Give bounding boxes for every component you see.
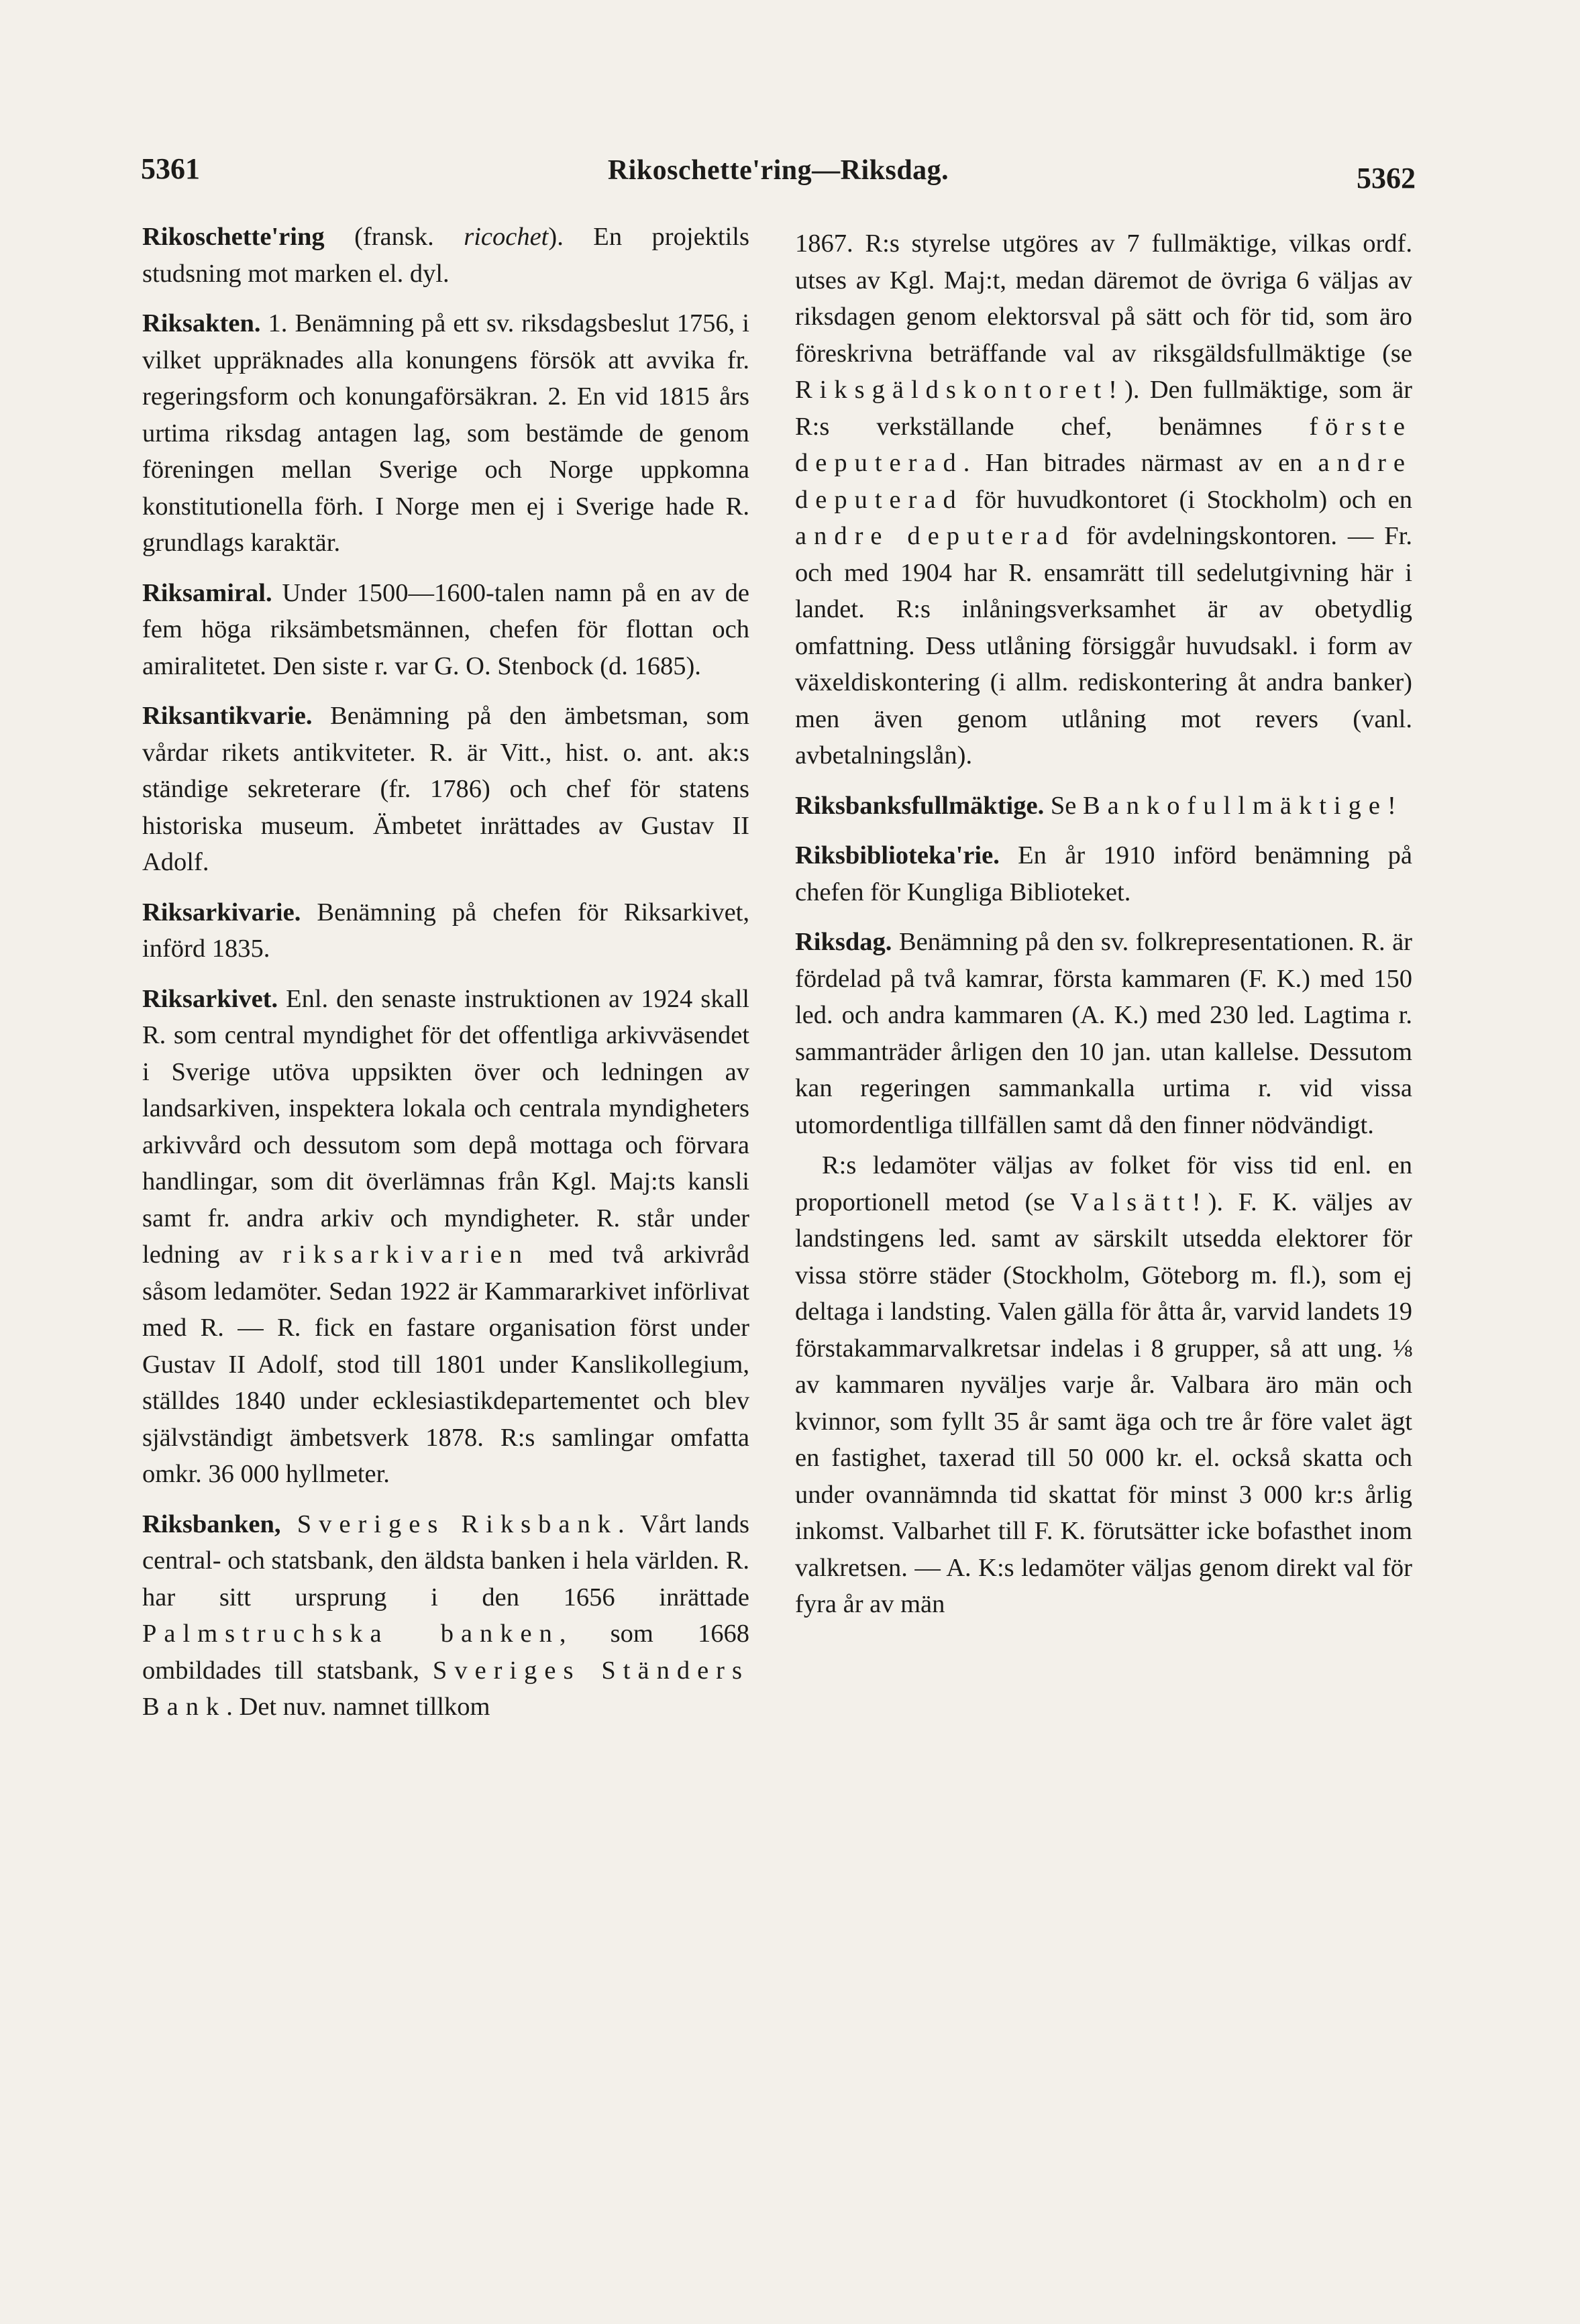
spaced-term: andre deputerad (795, 449, 1412, 514)
headword: Riksakten. (142, 309, 261, 337)
spaced-term: Riksgäldskontoret! (795, 376, 1124, 404)
headword: Riksamiral. (142, 578, 272, 607)
entry-text: för huvudkontoret (i Stockholm) och en (963, 485, 1412, 514)
spaced-term: förste deputerad (795, 412, 1412, 477)
headword: Riksbiblioteka'rie. (795, 841, 1000, 869)
headword: Riksbanken, (142, 1510, 281, 1538)
entry-riksarkivet (142, 981, 749, 1493)
entry-text: , som 1668 ombildades till statsbank, (142, 1620, 749, 1685)
entry-text: 1. Benämning på ett sv. riksdagsbeslut 1756, i vilket uppräknades alla konungens försök att avvika fr. regeringsform och konungaförsäkran. 2. En vid 1815 års urtima riksdag antagen lag, som bestämde de genom föreningen mellan Sverige och Norge uppkomna konstitutionella förh. I Norge men ej i Sverige hade R. grundlags karaktär. (142, 309, 749, 557)
spaced-term: Sveriges Ständers Bank (142, 1656, 749, 1721)
entry-text: Enl. den senaste instruktionen av 1924 skall R. som central myndighet för det offentliga arkivväsendet i Sverige utöva uppsikten över och ledningen av landsarkiven, inspektera lokala och centrala myndigheters arkivvård och dessutom som depå mottaga och förvara handlingar, som dit överlämnas från Kgl. Maj:ts kansli samt fr. andra arkiv och myndigheter. R. står under ledning av (142, 984, 749, 1269)
entry-text-italic: ricochet (464, 223, 549, 251)
spaced-term: Bankofullmäktige! (1082, 791, 1404, 820)
headword: Rikoschette'ring (142, 223, 325, 251)
entry-riksdag (795, 924, 1412, 1143)
entry-riksarkivarie (142, 894, 749, 967)
page-header (141, 152, 1416, 199)
spaced-term: riksarkivarien (282, 1240, 530, 1269)
headword: Riksarkivarie. (142, 898, 301, 927)
headword: Riksdag. (795, 928, 892, 956)
entry-riksbanken (142, 1506, 749, 1726)
entry-text: . Det nuv. namnet tillkom (226, 1693, 490, 1721)
headword: Riksbanksfullmäktige. (795, 791, 1045, 820)
spaced-term: Palmstruchska banken (142, 1620, 560, 1648)
entry-text: R:s ledamöter väljas av folket för viss tid enl. en proportionell metod (se (795, 1151, 1412, 1216)
entry-riksamiral (142, 575, 749, 685)
page-number-left: 5361 (141, 152, 200, 185)
spaced-term: Sveriges Riksbank. (280, 1510, 632, 1538)
entry-text: (fransk. (324, 223, 464, 251)
entry-text: Benämning på den sv. folkrepresentationen. R. är fördelad på två kamrar, första kammaren (F. K.) med 150 led. och andra kammaren (A. K.) med 230 led. Lagtima r. sammanträder årligen den 10 jan. utan kallelse. Dessutom kan regeringen sammankalla urtima r. vid vissa utomordentliga tillfällen samt då den finner nödvändigt. (795, 928, 1412, 1139)
entry-text: Se (1044, 791, 1083, 820)
spaced-term: andre deputerad (795, 522, 1076, 550)
entry-riksantikvarie (142, 698, 749, 881)
entry-text: Vårt lands central- och statsbank, den äldsta banken i hela världen. R. har sitt ursprung i den 1656 inrättade (142, 1510, 749, 1612)
entry-text: ). F. K. väljes av landstingens led. samt av särskilt utsedda elektorer för vissa större städer (Stockholm, Göteborg m. fl.), som ej deltaga i landsting. Valen gälla för åtta år, varvid landets 19 förstakammarvalkretsar indelas i 8 grupper, så att ung. ⅛ av kammaren nyväljes varje år. Valbara äro män och kvinnor, som fyllt 35 år samt äga och tre år före valet ägt en fastighet, taxerad till 50 000 kr. el. också skatta och under ovannämnda tid skattat för minst 3 000 kr:s årlig inkomst. Valbarhet till F. K. förutsätter icke bofasthet inom valkretsen. — A. K:s ledamöter väljas genom direkt val för fyra år av män (795, 1187, 1413, 1618)
page-number-right: 5362 (1357, 162, 1416, 195)
entry-riksakten (142, 305, 749, 562)
running-title: Rikoschette'ring—Riksdag. (607, 155, 949, 186)
entry-text: ). Den fullmäktige, som är R:s verkställande chef, benämnes (795, 376, 1412, 441)
entry-text: En år 1910 införd benämning på chefen för Kungliga Biblioteket. (795, 841, 1412, 906)
entry-text: med två arkivråd såsom ledamöter. Sedan 1922 är Kammararkivet införlivat med R. — R. fick en fastare organisation först under Gustav II Adolf, stod till 1801 under Kanslikollegium, ställdes 1840 under ecklesiastikdepartementet och blev självständigt ämbetsverk 1878. R:s samlingar omfatta omkr. 36 000 hyllmeter. (142, 1240, 749, 1488)
entry-text: . Han bitrades närmast av en (963, 449, 1318, 477)
entry-text: för avdelningskontoren. — Fr. och med 1904 har R. ensamrätt till sedelutgivning här i landet. R:s inlåningsverksamhet är av obetydlig omfattning. Dess utlåning försiggår huvudsakl. i form av växeldiskontering (i allm. rediskontering åt andra banker) men även genom utlåning mot revers (vanl. avbetalningslån). (795, 522, 1412, 770)
entry-text: Under 1500—1600-talen namn på en av de fem höga riksämbetsmännen, chefen för flottan och amiralitetet. Den siste r. var G. O. Stenbock (d. 1685). (142, 578, 749, 680)
headword: Riksantikvarie. (142, 702, 313, 730)
entry-riksbanksfullmaktige (795, 788, 1412, 825)
entry-text: Benämning på chefen för Riksarkivet, införd 1835. (142, 898, 749, 963)
entry-text: ). En projektils studsning mot marken el. dyl. (142, 223, 749, 288)
headword: Riksarkivet. (142, 984, 278, 1013)
spaced-term: Valsätt! (1069, 1187, 1208, 1216)
entry-text: 1867. R:s styrelse utgöres av 7 fullmäktige, vilkas ordf. utses av Kgl. Maj:t, medan däremot de övriga 6 väljas av riksdagen genom elektorsval på sätt och för tid, som äro föreskrivna beträffande val av riksgäldsfullmäktige (se (795, 229, 1412, 368)
entry-riksbanken-continued (795, 225, 1412, 774)
entry-riksdag-paragraph-2 (795, 1147, 1412, 1623)
right-column (795, 225, 1412, 1636)
left-column (142, 219, 749, 1739)
entry-riksbibliotekarie (795, 837, 1412, 910)
entry-rikoschettering (142, 219, 749, 292)
entry-text: Benämning på den ämbetsman, som vårdar rikets antikviteter. R. är Vitt., hist. o. ant. ak:s ständige sekreterare (fr. 1786) och chef för statens historiska museum. Ämbetet inrättades av Gustav II Adolf. (142, 702, 749, 876)
